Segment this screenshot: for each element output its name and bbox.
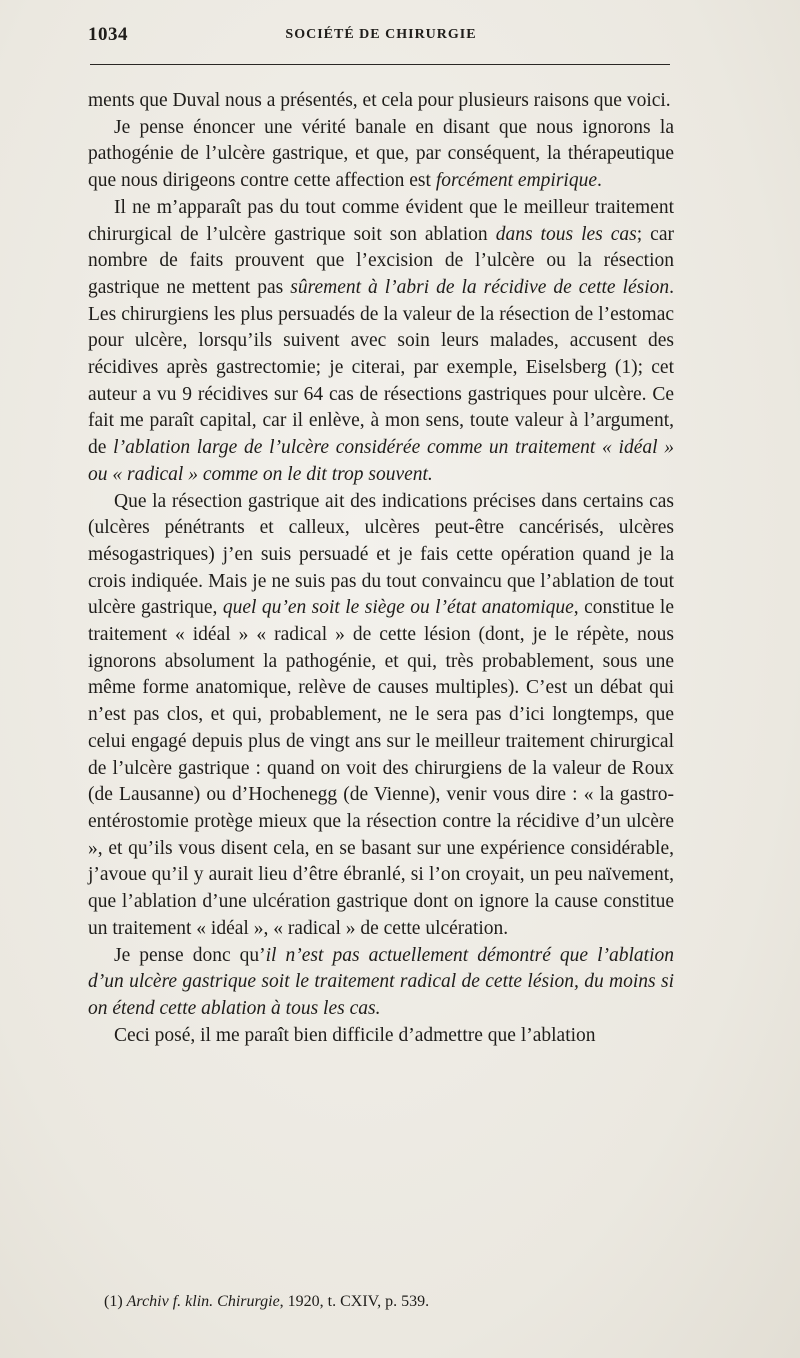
italic-text-run: l’ablation large de l’ulcère considérée comme un traitement « idéal » ou « radical » comme on le dit trop souvent. bbox=[88, 437, 675, 485]
paragraph bbox=[88, 88, 674, 115]
paragraph bbox=[88, 115, 674, 195]
page-header bbox=[88, 24, 674, 48]
page-number: 1034 bbox=[88, 24, 128, 45]
body-text bbox=[88, 88, 674, 1049]
italic-text-run: quel qu’en soit le siège ou l’état anatomique bbox=[222, 597, 574, 619]
text-run: Je pense énoncer une vérité banale en disant que nous ignorons la pathogénie de l’ulcère gastrique, et que, par conséquent, la thérapeutique que nous dirigeons contre cette affection est bbox=[88, 116, 674, 192]
header-rule bbox=[90, 64, 670, 65]
italic-text-run: il n’est pas actuellement démontré que l’ablation d’un ulcère gastrique soit le traitement radical de cette lésion, du moins si on étend cette ablation à tous les cas. bbox=[88, 944, 674, 1019]
text-run: Ceci posé, il me paraît bien difficile d’admettre que l’ablation bbox=[114, 1024, 596, 1046]
paragraph bbox=[88, 1023, 674, 1050]
text-run: , 1920, t. CXIV, p. 539. bbox=[279, 1293, 430, 1310]
paragraph bbox=[88, 943, 674, 1023]
paragraph bbox=[88, 489, 674, 943]
paragraph bbox=[88, 195, 674, 489]
italic-text-run: forcément empirique bbox=[435, 170, 598, 192]
italic-text-run: Archiv f. klin. Chirurgie bbox=[126, 1293, 280, 1310]
footnote bbox=[104, 1292, 664, 1312]
text-run: . bbox=[597, 170, 602, 192]
text-run: ments que Duval nous a présentés, et cela pour plusieurs raisons que voici. bbox=[88, 90, 671, 111]
italic-text-run: dans tous les cas bbox=[495, 223, 637, 245]
text-run: . Les chirurgiens les plus persuadés de la valeur de la résection de l’estomac pour ulcère, lorsqu’ils suivent avec soin leurs malades, accusent des récidives après gastrectomie; je citerai, par exemple, Eiselsberg (1); cet auteur a vu 9 récidives sur 64 cas de résections gastriques pour ulcère. Ce fait me paraît capital, car il enlève, à mon sens, toute valeur à l’argument, de bbox=[88, 276, 674, 459]
text-run: Je pense donc qu’ bbox=[114, 944, 266, 966]
text-run: (1) bbox=[104, 1293, 127, 1310]
text-run: , constitue le traitement « idéal » « radical » de cette lésion (dont, je le répète, nous ignorons absolument la pathogénie, et qui, très probablement, sous une même forme anatomique, relève de causes multiples). C’est un débat qui n’est pas clos, et qui, probablement, ne le sera pas d’ici longtemps, que celui engagé depuis plus de vingt ans sur le meilleur traitement chirurgical de l’ulcère gastrique : quand on voit des chirurgiens de la valeur de Roux (de Lausanne) ou d’Hochenegg (de Vienne), venir vous dire : « la gastro-entérostomie protège mieux que la résection contre la récidive d’un ulcère », et qu’ils vous disent cela, en se basant sur une expérience considérable, j’avoue qu’il y aurait lieu d’être ébranlé, si l’on croyait, un peu naïvement, que l’ablation d’une ulcération gastrique dont on ignore la cause constitue un traitement « idéal », « radical » de cette ulcération. bbox=[88, 597, 674, 939]
text-run: Que la résection gastrique ait des indications précises dans certains cas (ulcères pénétrants et calleux, ulcères peut-être cancérisés, ulcères mésogastriques) j’en suis persuadé et je fais cette opération quand je la crois indiquée. Mais je ne suis pas du tout convaincu que l’ablation de tout ulcère gastrique, bbox=[88, 490, 674, 619]
running-title: SOCIÉTÉ DE CHIRURGIE bbox=[285, 27, 477, 42]
text-run: ; car nombre de faits prouvent que l’excision de l’ulcère ou la résection gastrique ne mettent pas bbox=[88, 223, 674, 298]
italic-text-run: sûrement à l’abri de la récidive de cette lésion bbox=[290, 276, 670, 298]
text-run: Il ne m’apparaît pas du tout comme évident que le meilleur traitement chirurgical de l’ulcère gastrique soit son ablation bbox=[88, 196, 674, 245]
